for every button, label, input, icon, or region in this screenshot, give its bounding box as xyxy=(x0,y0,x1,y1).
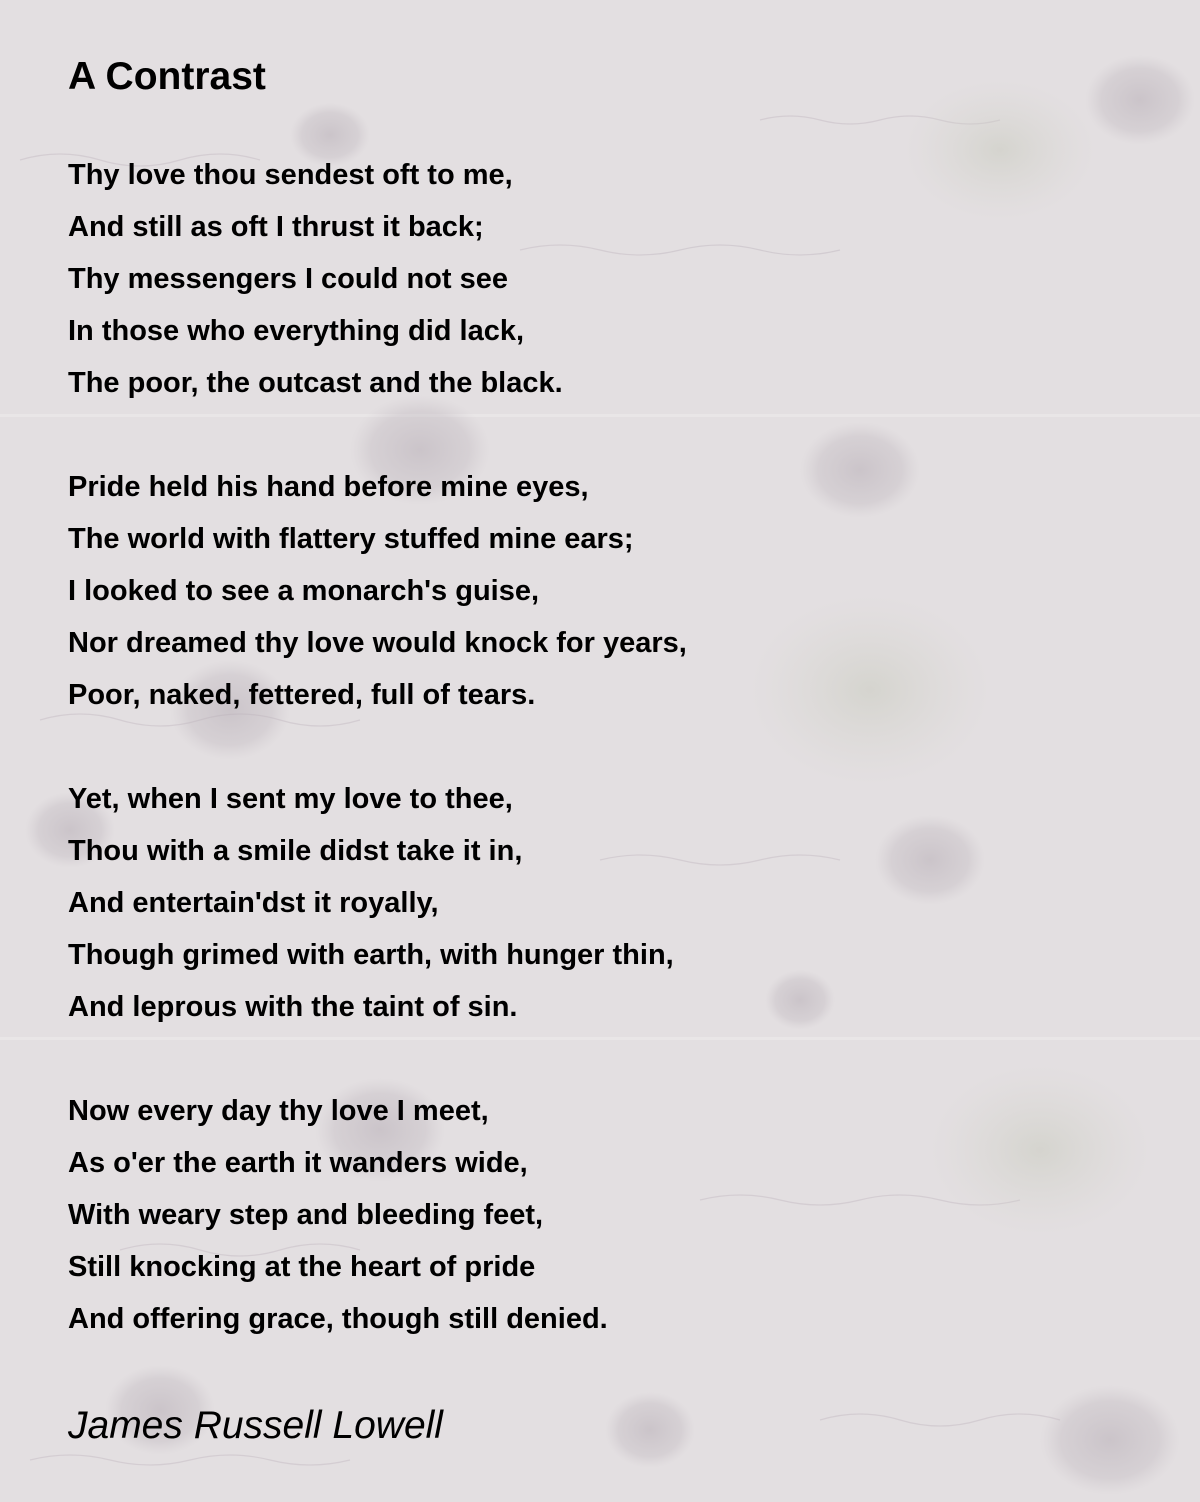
poem-line: Pride held his hand before mine eyes, xyxy=(68,471,589,503)
poem-line: Poor, naked, fettered, full of tears. xyxy=(68,679,536,711)
poem-line: Thy love thou sendest oft to me, xyxy=(68,159,513,191)
poem-line: As o'er the earth it wanders wide, xyxy=(68,1147,528,1179)
poem-line: And offering grace, though still denied. xyxy=(68,1303,608,1335)
poem-line: And still as oft I thrust it back; xyxy=(68,211,484,243)
poem-line: Yet, when I sent my love to thee, xyxy=(68,783,513,815)
poem-line: Though grimed with earth, with hunger thin, xyxy=(68,939,674,971)
poem-line: The poor, the outcast and the black. xyxy=(68,367,563,399)
poem-line: The world with flattery stuffed mine ears; xyxy=(68,523,634,555)
poem-line: And leprous with the taint of sin. xyxy=(68,991,518,1023)
poem-line: Thou with a smile didst take it in, xyxy=(68,835,523,867)
poem-line: With weary step and bleeding feet, xyxy=(68,1199,544,1231)
poem-author: James Russell Lowell xyxy=(68,1404,443,1447)
poem-line: In those who everything did lack, xyxy=(68,315,525,347)
poem-line: Thy messengers I could not see xyxy=(68,263,508,295)
stanza-1 xyxy=(68,149,1168,409)
poem-line: Still knocking at the heart of pride xyxy=(68,1251,536,1283)
stanza-3 xyxy=(68,773,1168,1033)
stanza-4 xyxy=(68,1085,1168,1345)
poem-line: And entertain'dst it royally, xyxy=(68,887,439,919)
poem-line: Nor dreamed thy love would knock for years, xyxy=(68,627,687,659)
stanza-2 xyxy=(68,461,1168,721)
poem-title: A Contrast xyxy=(68,55,266,98)
poem-body xyxy=(68,149,1168,1397)
poem-line: I looked to see a monarch's guise, xyxy=(68,575,540,607)
poem-line: Now every day thy love I meet, xyxy=(68,1095,489,1127)
